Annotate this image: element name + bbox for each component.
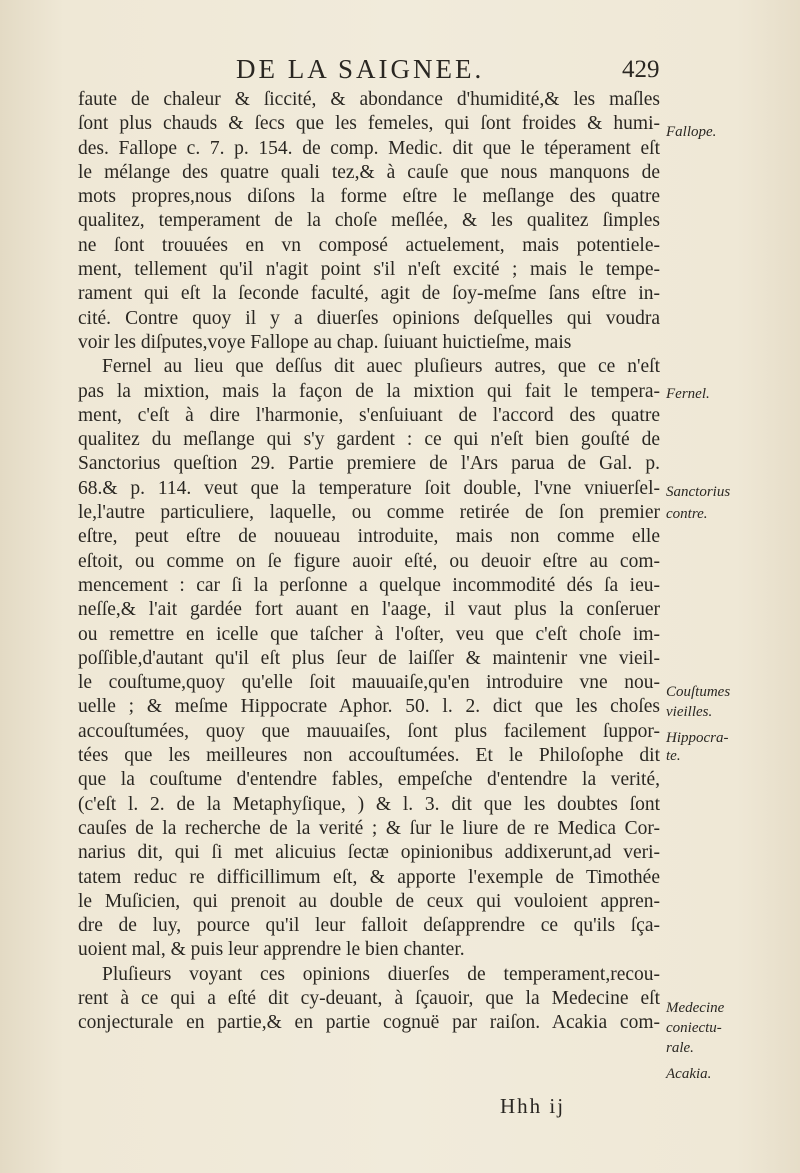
text-line: accouſtumées, quoy que mauuaiſes, ſont plus facilement ſuppor- xyxy=(78,720,660,742)
margin-note: Fallope. xyxy=(666,124,717,140)
text-line: des. Fallope c. 7. p. 154. de comp. Medic. dit que le téperament eſt xyxy=(78,137,660,159)
text-line: le Muſicien, qui prenoit au double de ceux qui vouloient appren- xyxy=(78,890,660,912)
text-line: le couſtume,quoy qu'elle ſoit mauuaiſe,qu'en introduire vne nou- xyxy=(78,672,660,694)
running-title: DE LA SAIGNEE. xyxy=(236,54,485,84)
text-line: ſont plus chauds & ſecs que les femeles, qui ſont froides & humi- xyxy=(78,113,660,135)
text-line: rent à ce qui a eſté dit cy-deuant, à ſçauoir, que la Medecine eſt xyxy=(78,987,660,1009)
margin-note: vieilles. xyxy=(666,704,713,720)
text-line: faute de chaleur & ſiccité, & abondance d'humidité,& les maſles xyxy=(78,89,660,110)
text-line: Sanctorius queſtion 29. Partie premiere de l'Ars parua de Gal. p. xyxy=(78,453,660,475)
text-line: tatem reduc re difficillimum eſt, & apporte l'exemple de Timothée xyxy=(78,866,660,888)
text-line: cauſes de la recherche de la verité ; & ſur le liure de re Medica Cor- xyxy=(78,817,660,839)
text-line: rament qui eſt la ſeconde faculté, agit de ſoy-meſme ſans eſtre in- xyxy=(78,283,660,305)
margin-note: Medecine xyxy=(666,1000,725,1016)
text-line: mencement : car ſi la perſonne a quelque incommodité dés ſa ieu- xyxy=(78,574,660,596)
text-line: uelle ; & meſme Hippocrate Aphor. 50. l. 2. dict que les choſes xyxy=(78,696,660,718)
text-line: cité. Contre quoy il y a diuerſes opinions deſquelles qui voudra xyxy=(78,307,660,329)
text-line: eſtre, peut eſtre de nouueau introduite, mais non comme elle xyxy=(78,526,660,548)
text-line: tées que les meilleures non accouſtumées. Et le Philoſophe dit xyxy=(78,745,660,767)
text-line: le mélange des quatre quali tez,& à cauſe que nous manquons de xyxy=(78,161,660,183)
text-line: voir les diſputes,voye Fallope au chap. ſuiuant huictieſme, mais xyxy=(78,331,572,353)
text-line: ne ſont trouuées en vn composé actuelement, mais potentiele- xyxy=(78,234,660,256)
margin-note: contre. xyxy=(666,506,708,522)
text-line: narius dit, qui ſi met alicuius ſectæ opinionibus addixerunt,ad veri- xyxy=(78,842,660,864)
text-line: Pluſieurs voyant ces opinions diuerſes de temperament,recou- xyxy=(102,963,660,985)
text-line: ou remettre en icelle que taſcher à l'oſter, veu que c'eſt choſe im- xyxy=(78,623,660,645)
margin-note: coniectu- xyxy=(666,1020,722,1036)
page-number: 429 xyxy=(622,56,660,83)
text-line: Fernel au lieu que deſſus dit auec pluſieurs autres, que ce n'eſt xyxy=(102,356,660,378)
margin-note: Acakia. xyxy=(666,1066,712,1082)
text-line: dre de luy, pource qu'il leur falloit deſapprendre ce qu'ils ſça- xyxy=(78,915,660,937)
margin-note: Sanctorius xyxy=(666,484,731,500)
text-line: (c'eſt l. 2. de la Metaphyſique, ) & l. 3. dit que les doubtes ſont xyxy=(78,793,660,815)
margin-note: Hippocra- xyxy=(666,730,729,746)
text-line: qualitez, temperament de la choſe meſlée, & les qualitez ſimples xyxy=(78,210,660,232)
text-line: ment, c'eſt à dire l'harmonie, s'enſuiuant de l'accord des quatre xyxy=(78,404,660,426)
text-line: qualitez du meſlange qui s'y gardent : ce qui n'eſt bien gouſté de xyxy=(78,429,660,451)
margin-note: rale. xyxy=(666,1040,694,1056)
text-line: mots propres,nous diſons la forme eſtre le meſlange des quatre xyxy=(78,186,660,208)
text-line: pas la mixtion, mais la façon de la mixtion qui fait le tempera- xyxy=(78,380,660,402)
text-line: le,l'autre particuliere, laquelle, ou comme retirée de ſon premier xyxy=(78,502,660,524)
text-line: neſſe,& l'ait gardée fort auant en l'aage, il vaut plus la conſeruer xyxy=(78,599,660,621)
body-text xyxy=(78,88,660,1036)
running-head xyxy=(0,54,800,88)
text-line: eſtoit, ou comme on ſe figure auoir eſté, ou deuoir eſtre au com- xyxy=(78,550,660,572)
text-line: ment, tellement qu'il n'agit point s'il n'eſt excité ; mais le tempe- xyxy=(78,259,660,281)
text-line: conjecturale en partie,& en partie cognuë par raiſon. Acakia com- xyxy=(78,1012,660,1034)
text-line: que la couſtume d'entendre fables, empeſche d'entendre la verité, xyxy=(78,769,660,791)
signature-mark: Hhh ij xyxy=(500,1094,566,1118)
margin-note: te. xyxy=(666,748,681,764)
text-line: uoient mal, & puis leur apprendre le bien chanter. xyxy=(78,939,465,961)
margin-note: Fernel. xyxy=(666,386,710,402)
text-line: 68.& p. 114. veut que la temperature ſoit double, l'vne vniuerſel- xyxy=(78,477,660,499)
margin-note: Couſtumes xyxy=(666,684,731,700)
text-line: poſſible,d'autant qu'il eſt plus ſeur de laiſſer & maintenir vne vieil- xyxy=(78,647,660,669)
